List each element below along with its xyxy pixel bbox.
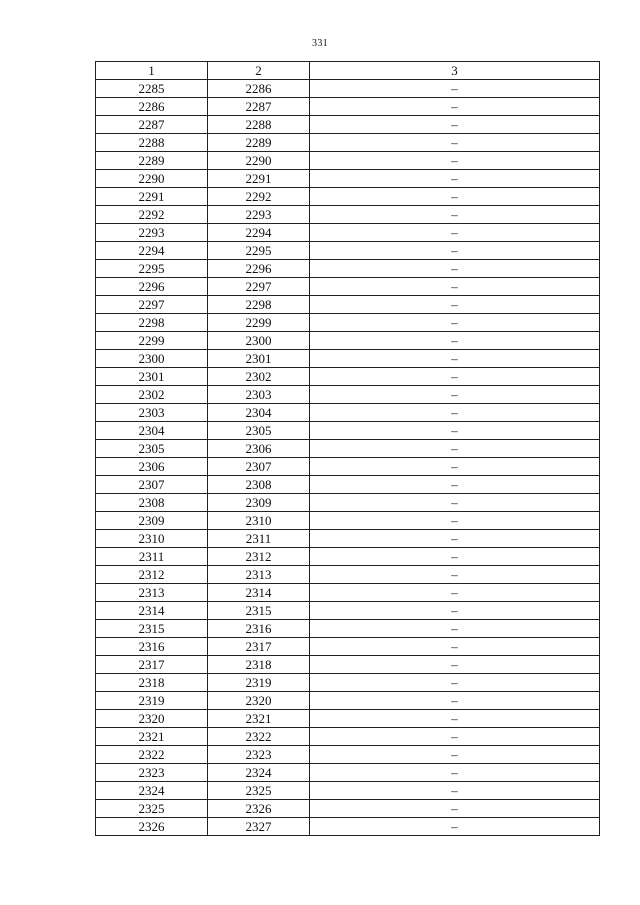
table-cell-col-3: –	[310, 152, 600, 170]
table-cell-col-1: 2315	[96, 620, 208, 638]
table-row	[96, 692, 600, 710]
table-cell-col-2: 2327	[208, 818, 310, 836]
table-cell-col-3: –	[310, 350, 600, 368]
table-row	[96, 764, 600, 782]
table-row	[96, 296, 600, 314]
table-row	[96, 458, 600, 476]
table-cell-col-2: 2325	[208, 782, 310, 800]
table-cell-col-1: 2297	[96, 296, 208, 314]
data-table	[95, 61, 600, 836]
table-cell-col-2: 2311	[208, 530, 310, 548]
table-row	[96, 98, 600, 116]
table-cell-col-2: 2287	[208, 98, 310, 116]
table-row	[96, 206, 600, 224]
table-cell-col-1: 2300	[96, 350, 208, 368]
table-row	[96, 224, 600, 242]
table-cell-col-1: 2323	[96, 764, 208, 782]
table-cell-col-2: 2289	[208, 134, 310, 152]
table-cell-col-1: 2296	[96, 278, 208, 296]
table-cell-col-1: 2318	[96, 674, 208, 692]
table-cell-col-1: 2302	[96, 386, 208, 404]
table-cell-col-1: 2322	[96, 746, 208, 764]
table-cell-col-1: 2307	[96, 476, 208, 494]
table-row	[96, 260, 600, 278]
table-cell-col-3: –	[310, 440, 600, 458]
table-row	[96, 386, 600, 404]
table-cell-col-3: –	[310, 476, 600, 494]
table-cell-col-2: 2299	[208, 314, 310, 332]
column-header-3: 3	[310, 62, 600, 80]
table-row	[96, 116, 600, 134]
table-cell-col-2: 2304	[208, 404, 310, 422]
table-cell-col-1: 2311	[96, 548, 208, 566]
table-row	[96, 602, 600, 620]
table-cell-col-2: 2301	[208, 350, 310, 368]
table-cell-col-3: –	[310, 818, 600, 836]
table-cell-col-1: 2298	[96, 314, 208, 332]
table-row	[96, 620, 600, 638]
table-cell-col-3: –	[310, 800, 600, 818]
table-cell-col-2: 2295	[208, 242, 310, 260]
table-cell-col-1: 2285	[96, 80, 208, 98]
table-row	[96, 818, 600, 836]
table-row	[96, 638, 600, 656]
table-cell-col-3: –	[310, 728, 600, 746]
table-cell-col-2: 2293	[208, 206, 310, 224]
table-cell-col-2: 2290	[208, 152, 310, 170]
table-cell-col-1: 2316	[96, 638, 208, 656]
table-header	[96, 62, 600, 80]
table-cell-col-1: 2299	[96, 332, 208, 350]
table-cell-col-1: 2287	[96, 116, 208, 134]
table-cell-col-2: 2312	[208, 548, 310, 566]
table-cell-col-2: 2321	[208, 710, 310, 728]
table-cell-col-3: –	[310, 710, 600, 728]
table-cell-col-2: 2288	[208, 116, 310, 134]
table-cell-col-1: 2317	[96, 656, 208, 674]
table-cell-col-2: 2316	[208, 620, 310, 638]
table-body	[96, 80, 600, 836]
table-cell-col-1: 2321	[96, 728, 208, 746]
table-row	[96, 368, 600, 386]
table-cell-col-3: –	[310, 746, 600, 764]
table-cell-col-3: –	[310, 224, 600, 242]
table-row	[96, 566, 600, 584]
table-cell-col-2: 2323	[208, 746, 310, 764]
table-cell-col-1: 2325	[96, 800, 208, 818]
table-cell-col-1: 2293	[96, 224, 208, 242]
table-cell-col-2: 2324	[208, 764, 310, 782]
table-cell-col-1: 2295	[96, 260, 208, 278]
page-number: 331	[312, 38, 328, 49]
table-cell-col-1: 2309	[96, 512, 208, 530]
table-row	[96, 440, 600, 458]
column-header-1: 1	[96, 62, 208, 80]
table-cell-col-2: 2309	[208, 494, 310, 512]
table-row	[96, 170, 600, 188]
table-cell-col-2: 2300	[208, 332, 310, 350]
table-cell-col-3: –	[310, 692, 600, 710]
table-cell-col-3: –	[310, 98, 600, 116]
table-cell-col-3: –	[310, 170, 600, 188]
table-cell-col-2: 2320	[208, 692, 310, 710]
table-cell-col-3: –	[310, 566, 600, 584]
table-cell-col-3: –	[310, 512, 600, 530]
table-cell-col-1: 2305	[96, 440, 208, 458]
table-row	[96, 134, 600, 152]
table-cell-col-1: 2320	[96, 710, 208, 728]
table-cell-col-3: –	[310, 188, 600, 206]
table-cell-col-1: 2313	[96, 584, 208, 602]
table-cell-col-3: –	[310, 368, 600, 386]
table-cell-col-1: 2312	[96, 566, 208, 584]
table-cell-col-2: 2314	[208, 584, 310, 602]
table-row	[96, 584, 600, 602]
table-cell-col-1: 2306	[96, 458, 208, 476]
table-cell-col-3: –	[310, 656, 600, 674]
table-row	[96, 530, 600, 548]
table-cell-col-2: 2322	[208, 728, 310, 746]
table-cell-col-1: 2326	[96, 818, 208, 836]
table-cell-col-2: 2305	[208, 422, 310, 440]
table-cell-col-3: –	[310, 458, 600, 476]
table-row	[96, 494, 600, 512]
table-cell-col-1: 2292	[96, 206, 208, 224]
table-cell-col-3: –	[310, 494, 600, 512]
table-cell-col-2: 2291	[208, 170, 310, 188]
table-cell-col-1: 2319	[96, 692, 208, 710]
table-cell-col-2: 2310	[208, 512, 310, 530]
table-row	[96, 674, 600, 692]
table-cell-col-2: 2318	[208, 656, 310, 674]
table-cell-col-2: 2294	[208, 224, 310, 242]
table-cell-col-2: 2303	[208, 386, 310, 404]
table-row	[96, 80, 600, 98]
table-row	[96, 800, 600, 818]
table-row	[96, 476, 600, 494]
table-cell-col-2: 2313	[208, 566, 310, 584]
table-cell-col-2: 2319	[208, 674, 310, 692]
table-cell-col-3: –	[310, 404, 600, 422]
table-row	[96, 350, 600, 368]
table-row	[96, 656, 600, 674]
table-cell-col-2: 2308	[208, 476, 310, 494]
table-cell-col-1: 2324	[96, 782, 208, 800]
table-row	[96, 314, 600, 332]
table-cell-col-3: –	[310, 530, 600, 548]
table-row	[96, 728, 600, 746]
table-row	[96, 782, 600, 800]
table-cell-col-1: 2291	[96, 188, 208, 206]
table-cell-col-3: –	[310, 242, 600, 260]
table-cell-col-2: 2296	[208, 260, 310, 278]
table-cell-col-1: 2290	[96, 170, 208, 188]
table-row	[96, 278, 600, 296]
table-cell-col-3: –	[310, 602, 600, 620]
table-row	[96, 422, 600, 440]
table-cell-col-3: –	[310, 620, 600, 638]
table-cell-col-2: 2306	[208, 440, 310, 458]
table-cell-col-2: 2302	[208, 368, 310, 386]
table-cell-col-2: 2315	[208, 602, 310, 620]
table-row	[96, 152, 600, 170]
table-row	[96, 710, 600, 728]
table-cell-col-1: 2294	[96, 242, 208, 260]
table-cell-col-1: 2310	[96, 530, 208, 548]
table-row	[96, 332, 600, 350]
table-cell-col-2: 2298	[208, 296, 310, 314]
table-cell-col-1: 2286	[96, 98, 208, 116]
table-row	[96, 242, 600, 260]
table-cell-col-1: 2304	[96, 422, 208, 440]
table-cell-col-3: –	[310, 134, 600, 152]
table-cell-col-3: –	[310, 548, 600, 566]
table-cell-col-1: 2301	[96, 368, 208, 386]
table-cell-col-1: 2288	[96, 134, 208, 152]
table-cell-col-2: 2326	[208, 800, 310, 818]
table-cell-col-3: –	[310, 638, 600, 656]
table-cell-col-1: 2289	[96, 152, 208, 170]
table-row	[96, 188, 600, 206]
table-cell-col-3: –	[310, 674, 600, 692]
table-cell-col-3: –	[310, 116, 600, 134]
table-cell-col-2: 2317	[208, 638, 310, 656]
table-cell-col-3: –	[310, 386, 600, 404]
header-row	[96, 62, 600, 80]
table-cell-col-1: 2308	[96, 494, 208, 512]
table-cell-col-3: –	[310, 782, 600, 800]
table-cell-col-3: –	[310, 260, 600, 278]
table-cell-col-3: –	[310, 422, 600, 440]
table-cell-col-1: 2314	[96, 602, 208, 620]
table-cell-col-2: 2286	[208, 80, 310, 98]
table-cell-col-3: –	[310, 296, 600, 314]
table-cell-col-2: 2292	[208, 188, 310, 206]
table-cell-col-3: –	[310, 206, 600, 224]
table-cell-col-3: –	[310, 764, 600, 782]
column-header-2: 2	[208, 62, 310, 80]
table-cell-col-1: 2303	[96, 404, 208, 422]
table-cell-col-3: –	[310, 80, 600, 98]
table-cell-col-3: –	[310, 332, 600, 350]
table-cell-col-3: –	[310, 278, 600, 296]
table-row	[96, 746, 600, 764]
table-cell-col-2: 2297	[208, 278, 310, 296]
table-cell-col-2: 2307	[208, 458, 310, 476]
table-cell-col-3: –	[310, 584, 600, 602]
table-row	[96, 512, 600, 530]
table-row	[96, 404, 600, 422]
table-row	[96, 548, 600, 566]
table-cell-col-3: –	[310, 314, 600, 332]
